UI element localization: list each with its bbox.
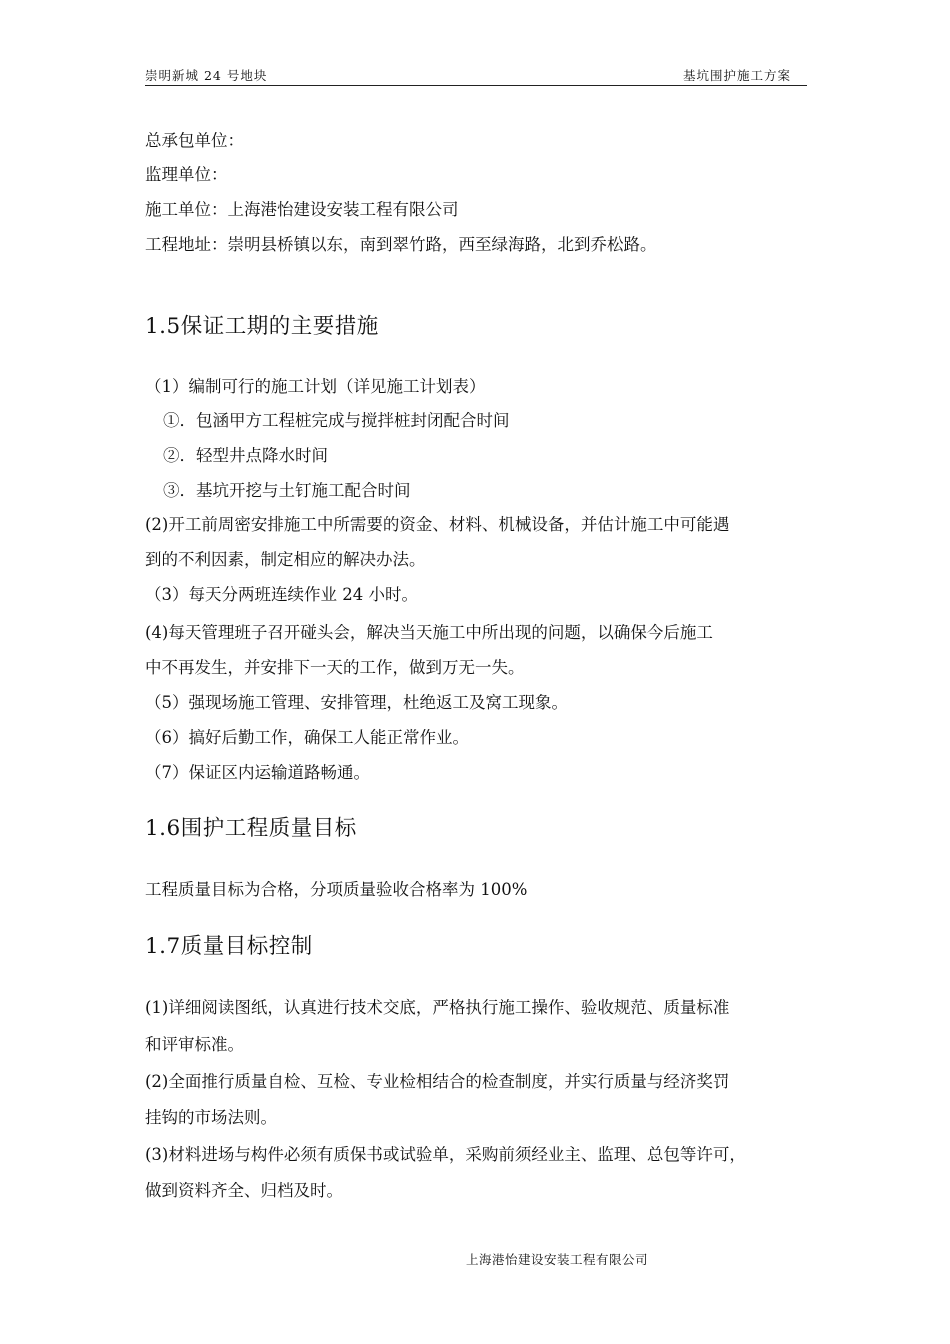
list-item: 挂钩的市场法则。 [145,1108,277,1127]
list-item: (4)每天管理班子召开碰头会，解决当天施工中所出现的问题，以确保今后施工 [145,623,713,642]
section-1-7-heading: 1.7质量目标控制 [145,934,313,959]
page-footer: 上海港怡建设安装工程有限公司 [466,1252,649,1267]
list-item: (2)开工前周密安排施工中所需要的资金、材料、机械设备，并估计施工中可能遇 [145,515,730,534]
section-1-5-heading: 1.5保证工期的主要措施 [145,314,379,339]
list-item: （6）搞好后勤工作，确保工人能正常作业。 [145,728,469,747]
list-item: （1）编制可行的施工计划（详见施工计划表） [145,377,486,396]
header-project-name: 崇明新城 24 号地块 [145,68,268,83]
header-document-title: 基坑围护施工方案 [682,68,791,83]
list-item: （5）强现场施工管理、安排管理，杜绝返工及窝工现象。 [145,693,568,712]
list-item: (1)详细阅读图纸，认真进行技术交底，严格执行施工操作、验收规范、质量标准 [145,998,730,1017]
list-item: 中不再发生，并安排下一天的工作，做到万无一失。 [145,658,525,677]
list-item: 和评审标准。 [145,1035,244,1054]
info-general-contractor: 总承包单位： [145,131,244,150]
page-header [145,66,807,86]
section-1-6-heading: 1.6围护工程质量目标 [145,816,357,841]
info-construction-unit: 施工单位：上海港怡建设安装工程有限公司 [145,200,459,219]
info-supervisor: 监理单位： [145,165,228,184]
quality-goal-text: 工程质量目标为合格，分项质量验收合格率为 100% [145,880,528,899]
list-item: 到的不利因素，制定相应的解决办法。 [145,550,426,569]
list-item: 做到资料齐全、归档及时。 [145,1181,343,1200]
list-item: (2)全面推行质量自检、互检、专业检相结合的检查制度，并实行质量与经济奖罚 [145,1072,730,1091]
list-item: ③．基坑开挖与土钉施工配合时间 [163,481,411,500]
info-address: 工程地址：崇明县桥镇以东，南到翠竹路，西至绿海路，北到乔松路。 [145,235,657,254]
list-item: （3）每天分两班连续作业 24 小时。 [145,585,418,604]
list-item: （7）保证区内运输道路畅通。 [145,763,370,782]
list-item: (3)材料进场与构件必须有质保书或试验单，采购前须经业主、监理、总包等许可， [145,1145,746,1164]
list-item: ②．轻型井点降水时间 [163,446,328,465]
list-item: ①．包涵甲方工程桩完成与搅拌桩封闭配合时间 [163,411,510,430]
